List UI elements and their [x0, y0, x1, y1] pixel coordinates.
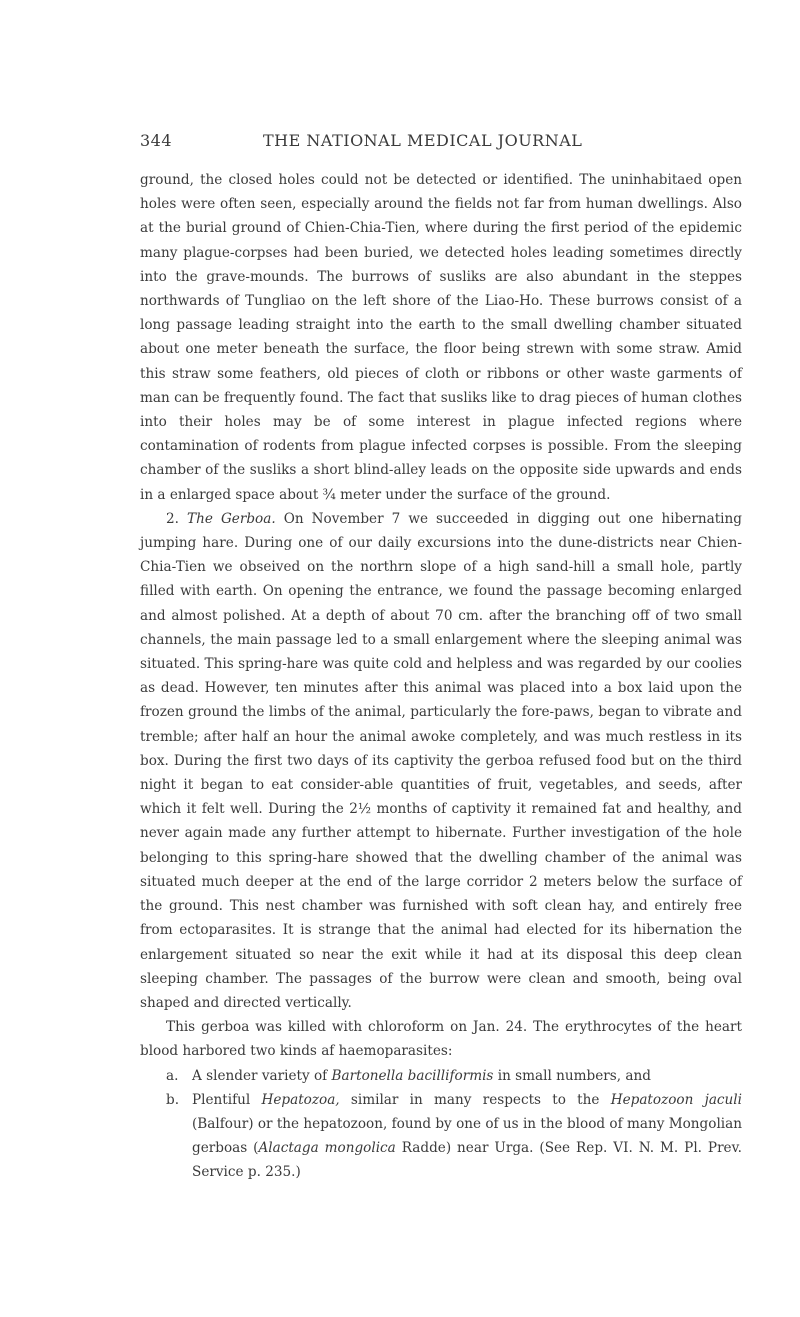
list-item — [140, 1064, 742, 1088]
section-number: 2. — [166, 510, 179, 527]
species-name: Alactaga mongolica — [258, 1140, 396, 1157]
paragraph-gerboa-text: On November 7 we succeeded in digging out one hibernating jumping hare. During one of our daily excursions into the dune-districts near Chien-Chia-Tien we obseived on the northrn slope of a high sand-hill a small hole, partly filled with earth. On opening the entrance, we found the passage becoming enlarged and almost polished. At a depth of about 70 cm. after the branching off of two small channels, the main passage led to a small enlargement where the sleeping animal was situated. This spring-hare was quite cold and helpless and was regarded by our coolies as dead. However, ten minutes after this animal was placed into a box laid upon the frozen ground the limbs of the animal, particularly the fore-paws, began to vibrate and tremble; after half an hour the animal awoke completely, and was much restless in its box. During the first two days of its captivity the gerboa refused food but on the third night it began to eat consider-able quantities of fruit, vegetables, and seeds, after which it felt well. During the 2½ months of captivity it remained fat and healthy, and never again made any further attempt to hibernate. Further investigation of the hole belonging to this spring-hare showed that the dwelling chamber of the animal was situated much deeper at the end of the large corridor 2 meters below the surface of the ground. This nest chamber was furnished with soft clean hay, and entirely free from ectoparasites. It is strange that the animal had elected for its hibernation the enlargement situated so near the exit while it had at its disposal this deep clean sleeping chamber. The passages of the burrow were clean and smooth, being oval shaped and directed vertically. — [140, 510, 742, 1011]
list-text-middle: (Balfour) or the hepatozoon, found by one of us in the blood of many Mongolian gerboas ( — [192, 1115, 742, 1157]
species-name: Hepatozoa, — [261, 1091, 340, 1108]
paragraph-haemoparasites: This gerboa was killed with chloroform on Jan. 24. The erythrocytes of the heart blood harbored two kinds af haemoparasites: — [140, 1019, 742, 1060]
list-label: b. — [166, 1091, 180, 1108]
list-label: a. — [166, 1067, 179, 1084]
species-name: Hepatozoon jaculi — [610, 1091, 742, 1108]
list-text — [192, 1088, 742, 1185]
list-text-prefix: Plentiful — [192, 1091, 262, 1108]
article-body — [140, 168, 742, 1185]
paragraph-gerboa — [140, 507, 742, 1015]
page-number: 344 — [140, 131, 173, 150]
species-name: Bartonella bacilliformis — [331, 1067, 494, 1084]
list-text-prefix: A slender variety of — [192, 1067, 332, 1084]
journal-title: THE NATIONAL MEDICAL JOURNAL — [263, 131, 583, 150]
page-header — [140, 131, 660, 153]
list-text-middle: similar in many respects to the — [339, 1091, 611, 1108]
list-item — [140, 1088, 742, 1185]
list-text-suffix: in small numbers, and — [493, 1067, 651, 1084]
list-text-suffix: Radde) near Urga. (See Rep. VI. N. M. Pl. Prev. Service p. 235.) — [192, 1140, 742, 1181]
list-text — [192, 1064, 742, 1088]
section-heading: The Gerboa. — [187, 510, 276, 527]
paragraph-susliks: ground, the closed holes could not be detected or identified. The uninhabitaed open holes were often seen, especially around the fields not far from human dwellings. Also at the burial ground of Chien-Chia-Tien, where during the first period of the epidemic many plague-corpses had been buried, we detected holes leading sometimes directly into the grave-mounds. The burrows of susliks are also abundant in the steppes northwards of Tungliao on the left shore of the Liao-Ho. These burrows consist of a long passage leading straight into the earth to the small dwelling chamber situated about one meter beneath the surface, the floor being strewn with some straw. Amid this straw some feathers, old pieces of cloth or ribbons or other waste garments of man can be frequently found. The fact that susliks like to drag pieces of human clothes into their holes may be of some interest in plague infected regions where contamination of rodents from plague infected corpses is possible. From the sleeping chamber of the susliks a short blind-alley leads on the opposite side upwards and ends in a enlarged space about ¾ meter under the surface of the ground. — [140, 172, 742, 503]
